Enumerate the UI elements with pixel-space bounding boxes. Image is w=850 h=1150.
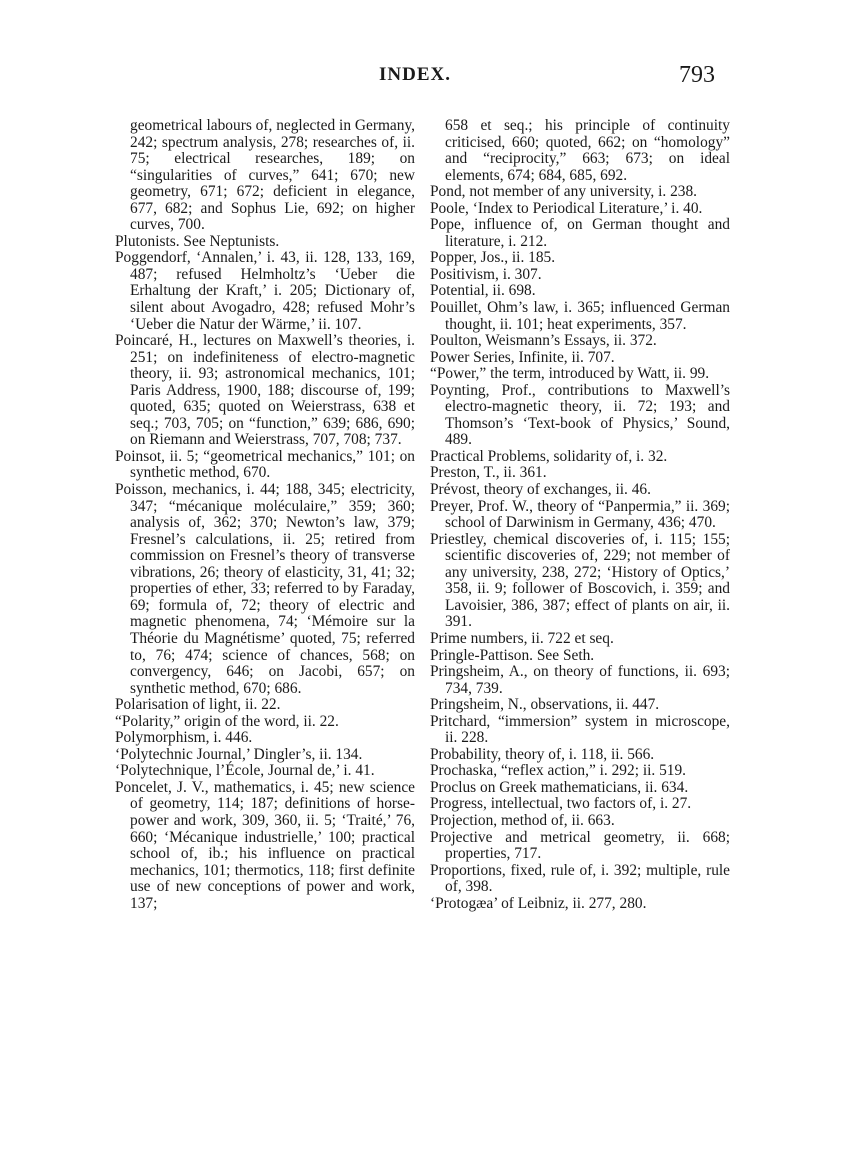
index-entry: Poole, ‘Index to Periodical Literature,’ i. 40. (430, 199, 703, 217)
index-entry: Pringsheim, N., observations, ii. 447. (430, 696, 660, 714)
page-header (115, 62, 715, 92)
index-entry: Projective and metrical geometry, ii. 668; properties, 717. (430, 828, 730, 863)
index-entry: Preyer, Prof. W., theory of “Panpermia,” ii. 369; school of Darwinism in Germany, 436; 470. (430, 497, 730, 532)
index-entry: Pritchard, “immersion” system in microscope, ii. 228. (430, 712, 730, 747)
index-entry: Polymorphism, i. 446. (115, 729, 253, 747)
index-entry: Plutonists. See Neptunists. (115, 232, 280, 250)
index-entry: Prime numbers, ii. 722 et seq. (430, 629, 614, 647)
index-entry: Positivism, i. 307. (430, 265, 542, 283)
index-entry: Pouillet, Ohm’s law, i. 365; influenced German thought, ii. 101; heat experiments, 357. (430, 299, 730, 333)
index-entry: Progress, intellectual, two factors of, i. 27. (430, 795, 692, 813)
index-entry: Poynting, Prof., contributions to Maxwell’s electro-magnetic theory, ii. 72; 193; and Thomson’s ‘Text-book of Physics,’ Sound, 489. (430, 381, 730, 449)
index-entry: ‘Polytechnique, l’École, Journal de,’ i. 41. (115, 762, 375, 780)
index-entry: Priestley, chemical discoveries of, i. 115; 155; scientific discoveries of, 229; not member of any university, 238, 272; ‘History of Optics,’ 358, ii. 9; follower of Boscovich, i. 359; and Lavoisier, 386, 387; effect of plants on air, ii. 391. (430, 530, 730, 631)
index-entry: ‘Protogæa’ of Leibniz, ii. 277, 280. (430, 894, 647, 912)
index-entry: Proportions, fixed, rule of, i. 392; multiple, rule of, 398. (430, 861, 730, 896)
index-entry: Polarisation of light, ii. 22. (115, 696, 281, 714)
index-entry: Power Series, Infinite, ii. 707. (430, 348, 615, 366)
index-entry: Poulton, Weismann’s Essays, ii. 372. (430, 332, 657, 350)
index-entry: Projection, method of, ii. 663. (430, 811, 615, 829)
index-entry: Pringle-Pattison. See Seth. (430, 646, 595, 664)
index-entry: Poncelet, J. V., mathematics, i. 45; new science of geometry, 114; 187; definitions of horse-power and work, 309, 360, ii. 5; ‘Traité,’ 76, 660; ‘Mécanique industrielle,’ 100; practical school of, ib.; his influence on practical mechanics, 101; thermotics, 118; first definite use of new conceptions of power and work, 137; (115, 778, 415, 912)
index-entry: ‘Polytechnic Journal,’ Dingler’s, ii. 134. (115, 745, 363, 763)
index-entry: Probability, theory of, i. 118, ii. 566. (430, 745, 655, 763)
index-entry: Poinsot, ii. 5; “geometrical mechanics,” 101; on synthetic method, 670. (115, 447, 415, 482)
index-entry: Potential, ii. 698. (430, 282, 536, 300)
index-entry: Prochaska, “reflex action,” i. 292; ii. 519. (430, 762, 687, 780)
index-entry: Pringsheim, A., on theory of functions, ii. 693; 734, 739. (430, 663, 730, 697)
index-entry: Pope, influence of, on German thought and literature, i. 212. (430, 216, 730, 250)
index-entry: Poisson, mechanics, i. 44; 188, 345; electricity, 347; “mécanique moléculaire,” 359; 360; analysis of, 362; 370; Newton’s law, 379; Fresnel’s calculations, ii. 25; retired from commission on Fresnel’s theory of transverse vibrations, 26; theory of elasticity, 31, 41; 32; properties of ether, 33; referred to by Faraday, 69; formula of, 72; theory of electric and magnetic phenomena, 74; ‘Mémoire sur la Théorie du Magnétisme’ quoted, 75; referred to, 76; 474; science of chances, 568; on convergency, 646; on Jacobi, 657; on synthetic method, 670; 686. (115, 481, 415, 697)
index-entry: Poggendorf, ‘Annalen,’ i. 43, ii. 128, 133, 169, 487; refused Helmholtz’s ‘Ueber die Erhaltung der Kraft,’ i. 205; Dictionary of, silent about Avogadro, 428; refused Mohr’s ‘Ueber die Natur der Wärme,’ ii. 107. (115, 249, 415, 333)
index-entry: Popper, Jos., ii. 185. (430, 249, 556, 267)
index-entry: geometrical labours of, neglected in Germany, 242; spectrum analysis, 278; researches of, ii. 75; electrical researches, 189; on “singularities of curves,” 641; 670; new geometry, 671; 672; deficient in elegance, 677, 682; and Sophus Lie, 692; on higher curves, 700. (130, 117, 415, 234)
left-index-column (115, 118, 415, 912)
index-entry: Prévost, theory of exchanges, ii. 46. (430, 481, 651, 499)
index-entry: 658 et seq.; his principle of continuity criticised, 660; quoted, 662; on “homology” and “reciprocity,” 663; 673; on ideal elements, 674; 684, 685, 692. (445, 117, 730, 184)
right-index-column (430, 118, 730, 912)
index-entry: “Polarity,” origin of the word, ii. 22. (115, 712, 339, 730)
index-entry: Proclus on Greek mathematicians, ii. 634. (430, 778, 689, 796)
index-entry: “Power,” the term, introduced by Watt, ii. 99. (430, 365, 710, 383)
index-entry: Practical Problems, solidarity of, i. 32. (430, 447, 668, 465)
page-number: 793 (679, 62, 715, 88)
index-entry: Poincaré, H., lectures on Maxwell’s theories, i. 251; on indefiniteness of electro-magnetic theory, ii. 93; astronomical mechanics, 101; Paris Address, 1900, 188; discourse of, 199; quoted, 635; quoted on Weierstrass, 638 et seq.; 703, 705; on “function,” 639; 686, 690; on Riemann and Weierstrass, 707, 708; 737. (115, 332, 415, 449)
running-title: INDEX. (379, 64, 451, 85)
index-entry: Pond, not member of any university, i. 238. (430, 183, 698, 201)
index-entry: Preston, T., ii. 361. (430, 464, 547, 482)
